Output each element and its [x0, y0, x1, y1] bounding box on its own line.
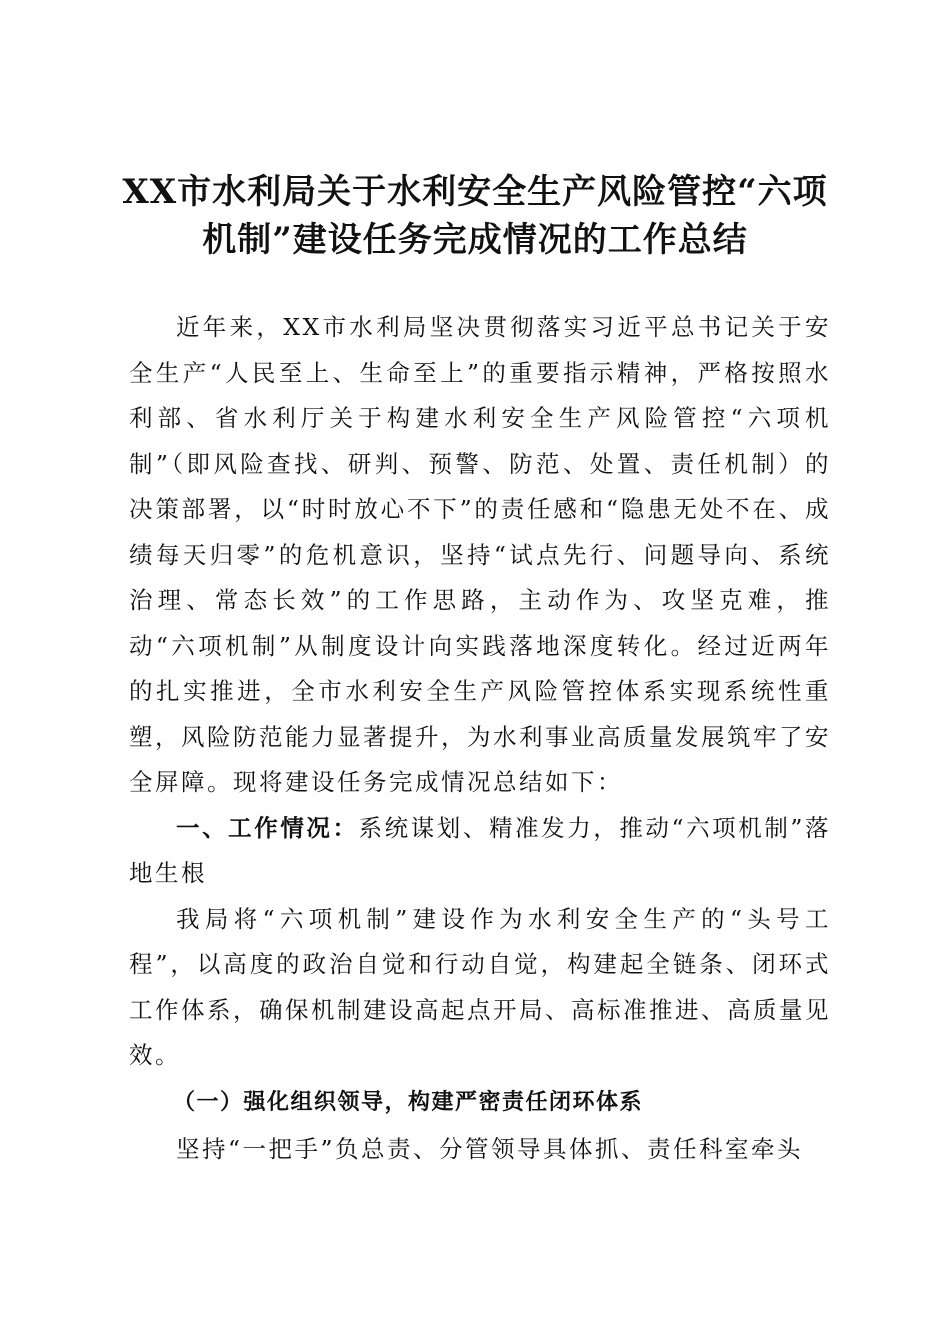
section-heading-subtitle: 系统谋划、精准发力，推动“六项机制”落地生根 [129, 813, 832, 887]
document-body [129, 305, 831, 1172]
section-heading [129, 806, 831, 897]
subsection-heading: （一）强化组织领导，构建严密责任闭环体系 [173, 1089, 644, 1115]
section-paragraph: 我局将“六项机制”建设作为水利安全生产的“头号工程”，以高度的政治自觉和行动自觉，构建起全链条、闭环式工作体系，确保机制建设高起点开局、高标准推进、高质量见效。 [129, 904, 831, 1069]
document-title: XX市水利局关于水利安全生产风险管控“六项机制”建设任务完成情况的工作总结 [122, 172, 828, 260]
subsection-paragraph: 坚持“一把手”负总责、分管领导具体抓、责任科室牵头 [176, 1134, 804, 1163]
section-heading-label: 一、工作情况： [176, 813, 359, 842]
intro-paragraph: 近年来，XX市水利局坚决贯彻落实习近平总书记关于安全生产“人民至上、生命至上”的重要指示精神，严格按照水利部、省水利厅关于构建水利安全生产风险管控“六项机制”（即风险查找、研判、预警、防范、处置、责任机制）的决策部署，以“时时放心不下”的责任感和“隐患无处不在、成绩每天归零”的危机意识，坚持“试点先行、问题导向、系统治理、常态长效”的工作思路，主动作为、攻坚克难，推动“六项机制”从制度设计向实践落地深度转化。经过近两年的扎实推进，全市水利安全生产风险管控体系实现系统性重塑，风险防范能力显著提升，为水利事业高质量发展筑牢了安全屏障。现将建设任务完成情况总结如下： [129, 313, 831, 796]
